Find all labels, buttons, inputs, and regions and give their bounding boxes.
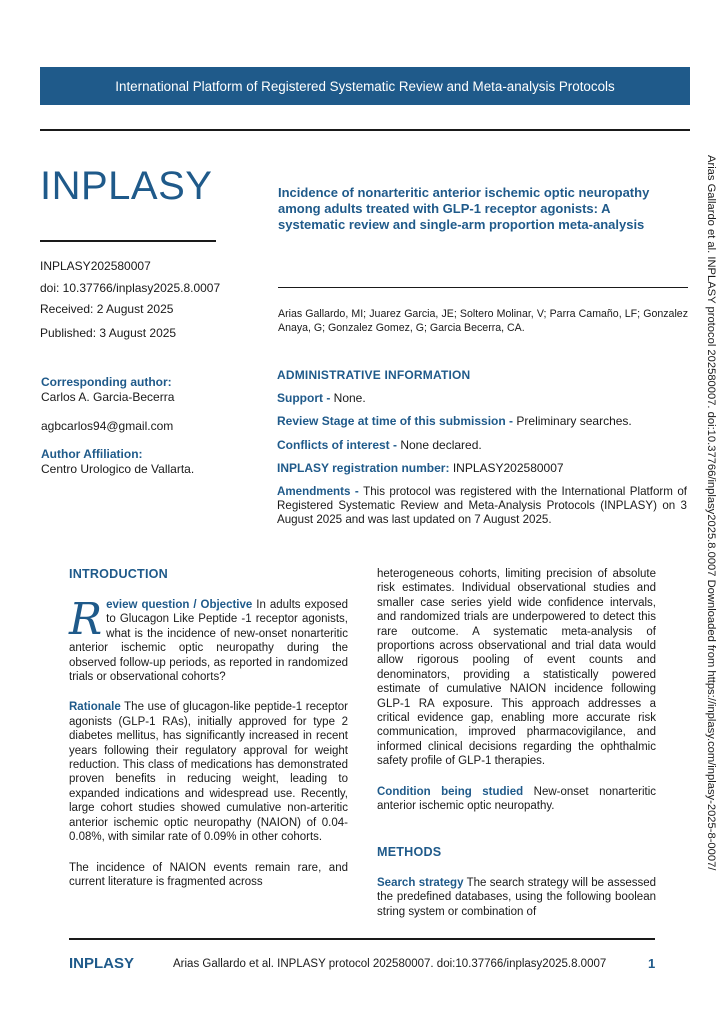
review-question-paragraph (69, 594, 348, 684)
footer-logo: INPLASY (69, 955, 135, 972)
admin-heading: ADMINISTRATIVE INFORMATION (277, 368, 471, 382)
corresponding-author-name: Carlos A. Garcia-Becerra (41, 390, 175, 404)
support-label: Support - (277, 391, 334, 405)
affiliation-label: Author Affiliation: (41, 447, 143, 461)
conflicts-line (277, 438, 482, 452)
incidence-paragraph: The incidence of NAION events remain rare, and current literature is fragmented across (69, 861, 348, 888)
support-value: None. (333, 391, 366, 405)
condition-text: New-onset nonarteritic anterior ischemic optic neuropathy. (377, 785, 656, 813)
footer-citation: Arias Gallardo et al. INPLASY protocol 202580007. doi:10.37766/inplasy2025.8.0007 (173, 958, 607, 970)
registration-value: INPLASY202580007 (452, 461, 564, 475)
methods-heading: METHODS (377, 845, 442, 859)
conflicts-value: None declared. (400, 438, 482, 452)
search-strategy-paragraph (377, 876, 656, 919)
header-banner: International Platform of Registered Systematic Review and Meta-analysis Protocols (40, 67, 690, 105)
paper-title: Incidence of nonarteritic anterior ischemic optic neuropathy among adults treated with GLP-1 receptor agonists: A systematic review and single-arm proportion meta-analysis (278, 185, 650, 232)
author-list: Arias Gallardo, MI; Juarez Garcia, JE; Soltero Molinar, V; Parra Camaño, LF; Gonzalez Anaya, G; Gonzalez Gomez, G; Garcia Becerra, CA. (278, 308, 688, 334)
search-strategy-text: The search strategy will be assessed the predefined databases, using the following boolean string system or combination of (377, 877, 657, 918)
received-date: Received: 2 August 2025 (40, 302, 174, 316)
page-number: 1 (648, 956, 656, 971)
amendments-paragraph (277, 485, 687, 528)
brand-divider (40, 240, 216, 242)
amendments-text: This protocol was registered with the International Platform of Registered Systematic Review and Meta-Analysis Protocols (INPLASY) on 3 August 2025 and was last updated on 7 August 2025. (277, 485, 687, 527)
review-stage-line (277, 414, 632, 428)
registration-line (277, 461, 564, 475)
right-column (377, 567, 656, 814)
title-divider (278, 287, 688, 288)
review-question-text: In adults exposed to Glucagon Like Peptide -1 receptor agonists, what is the incidence of new-onset nonarteritic anterior ischemic optic neuropathy during the observed follow-up periods, as reported in randomized trials or observational cohorts? (69, 599, 348, 684)
author-email[interactable]: agbcarlos94@gmail.com (41, 419, 174, 433)
corresponding-author-label: Corresponding author: (41, 375, 172, 389)
continued-paragraph: heterogeneous cohorts, limiting precision of absolute risk estimates. Individual observational studies and smaller case series yield wide confidence intervals, and randomized trials are underpowered to detect this rare outcome. A systematic meta-analysis of proportions across observational and trial data would allow rigorous pooling of event counts and denominators, providing a statistically powered estimate of cumulative NAION incidence following GLP-1 RA exposure. This approach addresses a critical evidence gap, enabling more accurate risk communication, improved pharmacovigilance, and informed clinical decisions regarding the ophthalmic safety profile of GLP-1 therapies. (377, 568, 656, 768)
introduction-heading: INTRODUCTION (69, 567, 168, 581)
review-stage-label: Review Stage at time of this submission - (277, 414, 517, 428)
rationale-text: The use of glucagon-like peptide-1 receptor agonists (GLP-1 RAs), initially approved for type 2 diabetes mellitus, has significantly increased in recent years following their regulatory approval for weight reduction. This class of medications has demonstrated proven benefits in reducing weight, leading to expanded indications and widespread use. Recently, large cohort studies showed cumulative non-arteritic anterior ischemic optic neuropathy (NAION) of 0.04-0.08%, with similar rate of 0.09% in other cohorts. (69, 701, 348, 844)
side-citation (703, 155, 717, 995)
drop-cap: R (69, 594, 103, 645)
rationale-label: Rationale (69, 701, 121, 714)
registration-label: INPLASY registration number: (277, 461, 453, 475)
left-column (69, 594, 348, 889)
doi-link[interactable]: doi: 10.37766/inplasy2025.8.0007 (40, 281, 221, 295)
protocol-id: INPLASY202580007 (40, 259, 151, 273)
search-strategy-label: Search strategy (377, 877, 464, 889)
side-citation-text: Arias Gallardo et al. INPLASY protocol 202580007. doi:10.37766/inplasy2025.8.0007 Downloaded from https://inplasy.com/inplasy-2025-8-0007/ (705, 155, 717, 871)
amendments-label: Amendments - (277, 485, 364, 498)
review-stage-value: Preliminary searches. (516, 414, 632, 428)
affiliation-name: Centro Urologico de Vallarta. (41, 462, 195, 476)
rationale-paragraph (69, 700, 348, 844)
journal-logo: INPLASY (40, 164, 213, 208)
top-divider (40, 129, 690, 131)
support-line (277, 391, 366, 405)
review-question-label: eview question / Objective (106, 599, 253, 611)
footer-divider (69, 938, 655, 940)
published-date: Published: 3 August 2025 (40, 326, 177, 340)
condition-label: Condition being studied (377, 785, 524, 798)
conflicts-label: Conflicts of interest - (277, 438, 401, 452)
condition-paragraph (377, 785, 656, 814)
